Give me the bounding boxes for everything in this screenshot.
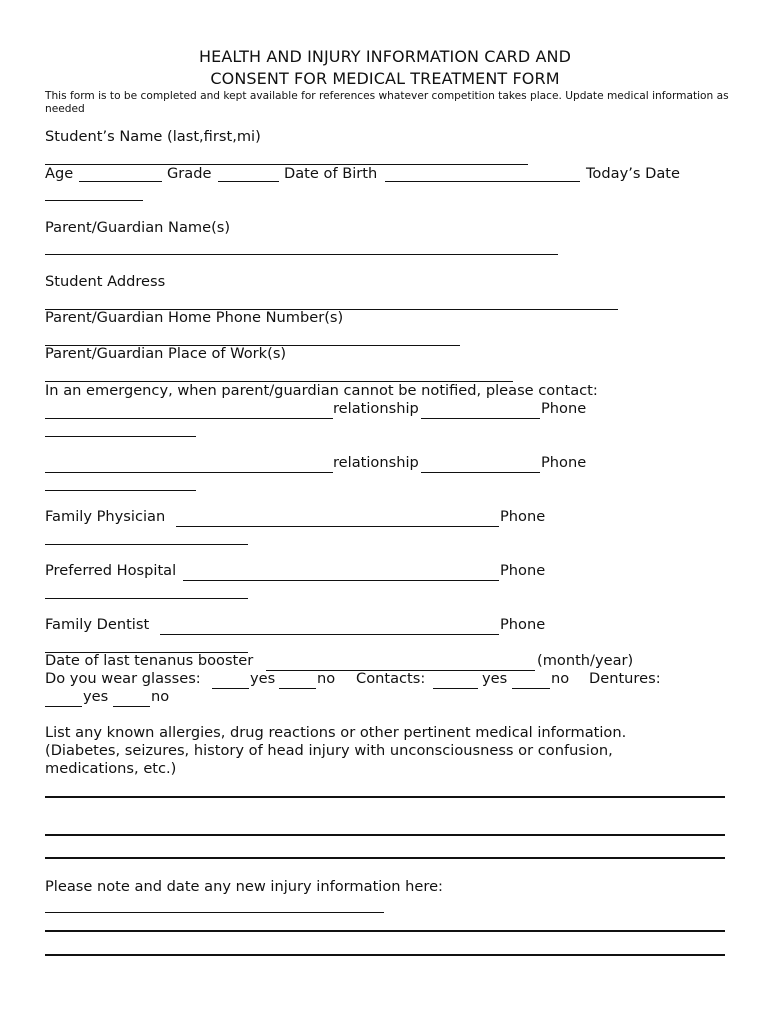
home-phone-label: Parent/Guardian Home Phone Number(s) [45,309,344,326]
form-instructions: This form is to be completed and kept available for references whatever competition takes place. Update medical information as needed [45,90,729,115]
family-dentist-field[interactable] [160,634,499,635]
todays-date-field[interactable] [45,200,143,201]
allergies-label: List any known allergies, drug reactions or other pertinent medical information. (Diabetes, seizures, history of head injury with unconsciousness or confusion, medications, etc.) [45,724,627,777]
form-title-line-1: HEALTH AND INJURY INFORMATION CARD AND [198,47,571,66]
student-address-label: Student Address [45,273,166,290]
todays-date-label: Today’s Date [586,165,680,182]
physician-phone-field[interactable] [45,544,248,545]
family-physician-label: Family Physician [45,508,166,525]
phone-label-2: Phone [541,454,587,471]
family-physician-field[interactable] [176,526,499,527]
dob-label: Date of Birth [284,165,378,182]
age-label: Age [45,165,74,182]
month-year-label: (month/year) [537,652,634,669]
hospital-phone-field[interactable] [45,598,248,599]
injury-line-2[interactable] [45,954,725,956]
emergency-contact-label: In an emergency, when parent/guardian cannot be notified, please contact: [45,382,598,399]
grade-label: Grade [167,165,212,182]
emergency-contact-2-name-field[interactable] [45,472,333,473]
injury-line-1[interactable] [45,930,725,932]
allergies-line-3[interactable] [45,857,725,859]
place-of-work-label: Parent/Guardian Place of Work(s) [45,345,287,362]
contacts-yes-label: yes [482,670,508,687]
glasses-no-label: no [317,670,336,687]
grade-field[interactable] [218,181,279,182]
preferred-hospital-label: Preferred Hospital [45,562,177,579]
dentures-no-label: no [151,688,170,705]
contacts-label: Contacts: [356,670,426,687]
emergency-contact-1-phone-field[interactable] [45,436,196,437]
allergies-line-1[interactable] [45,796,725,798]
contacts-yes-field[interactable] [433,688,478,689]
relationship-label-2: relationship [333,454,419,471]
glasses-label: Do you wear glasses: [45,670,201,687]
contacts-no-label: no [551,670,570,687]
tetanus-booster-label: Date of last tenanus booster [45,652,254,669]
emergency-contact-2-relationship-field[interactable] [421,472,540,473]
injury-note-label: Please note and date any new injury information here: [45,878,443,895]
dentures-yes-label: yes [83,688,109,705]
physician-phone-label: Phone [500,508,546,525]
glasses-yes-field[interactable] [212,688,249,689]
glasses-yes-label: yes [250,670,276,687]
glasses-no-field[interactable] [279,688,316,689]
allergies-line-2[interactable] [45,834,725,836]
parent-name-label: Parent/Guardian Name(s) [45,219,231,236]
dentures-no-field[interactable] [113,706,150,707]
dob-field[interactable] [385,181,580,182]
form-title-line-2: CONSENT FOR MEDICAL TREATMENT FORM [210,69,560,88]
family-dentist-label: Family Dentist [45,616,150,633]
emergency-contact-1-relationship-field[interactable] [421,418,540,419]
preferred-hospital-field[interactable] [183,580,499,581]
student-name-label: Student’s Name (last,first,mi) [45,128,261,145]
dentures-label: Dentures: [589,670,661,687]
injury-note-field[interactable] [45,912,384,913]
phone-label-1: Phone [541,400,587,417]
age-field[interactable] [79,181,162,182]
relationship-label-1: relationship [333,400,419,417]
contacts-no-field[interactable] [512,688,550,689]
emergency-contact-1-name-field[interactable] [45,418,333,419]
hospital-phone-label: Phone [500,562,546,579]
dentures-yes-field[interactable] [45,706,82,707]
dentist-phone-label: Phone [500,616,546,633]
parent-name-field[interactable] [45,254,558,255]
emergency-contact-2-phone-field[interactable] [45,490,196,491]
